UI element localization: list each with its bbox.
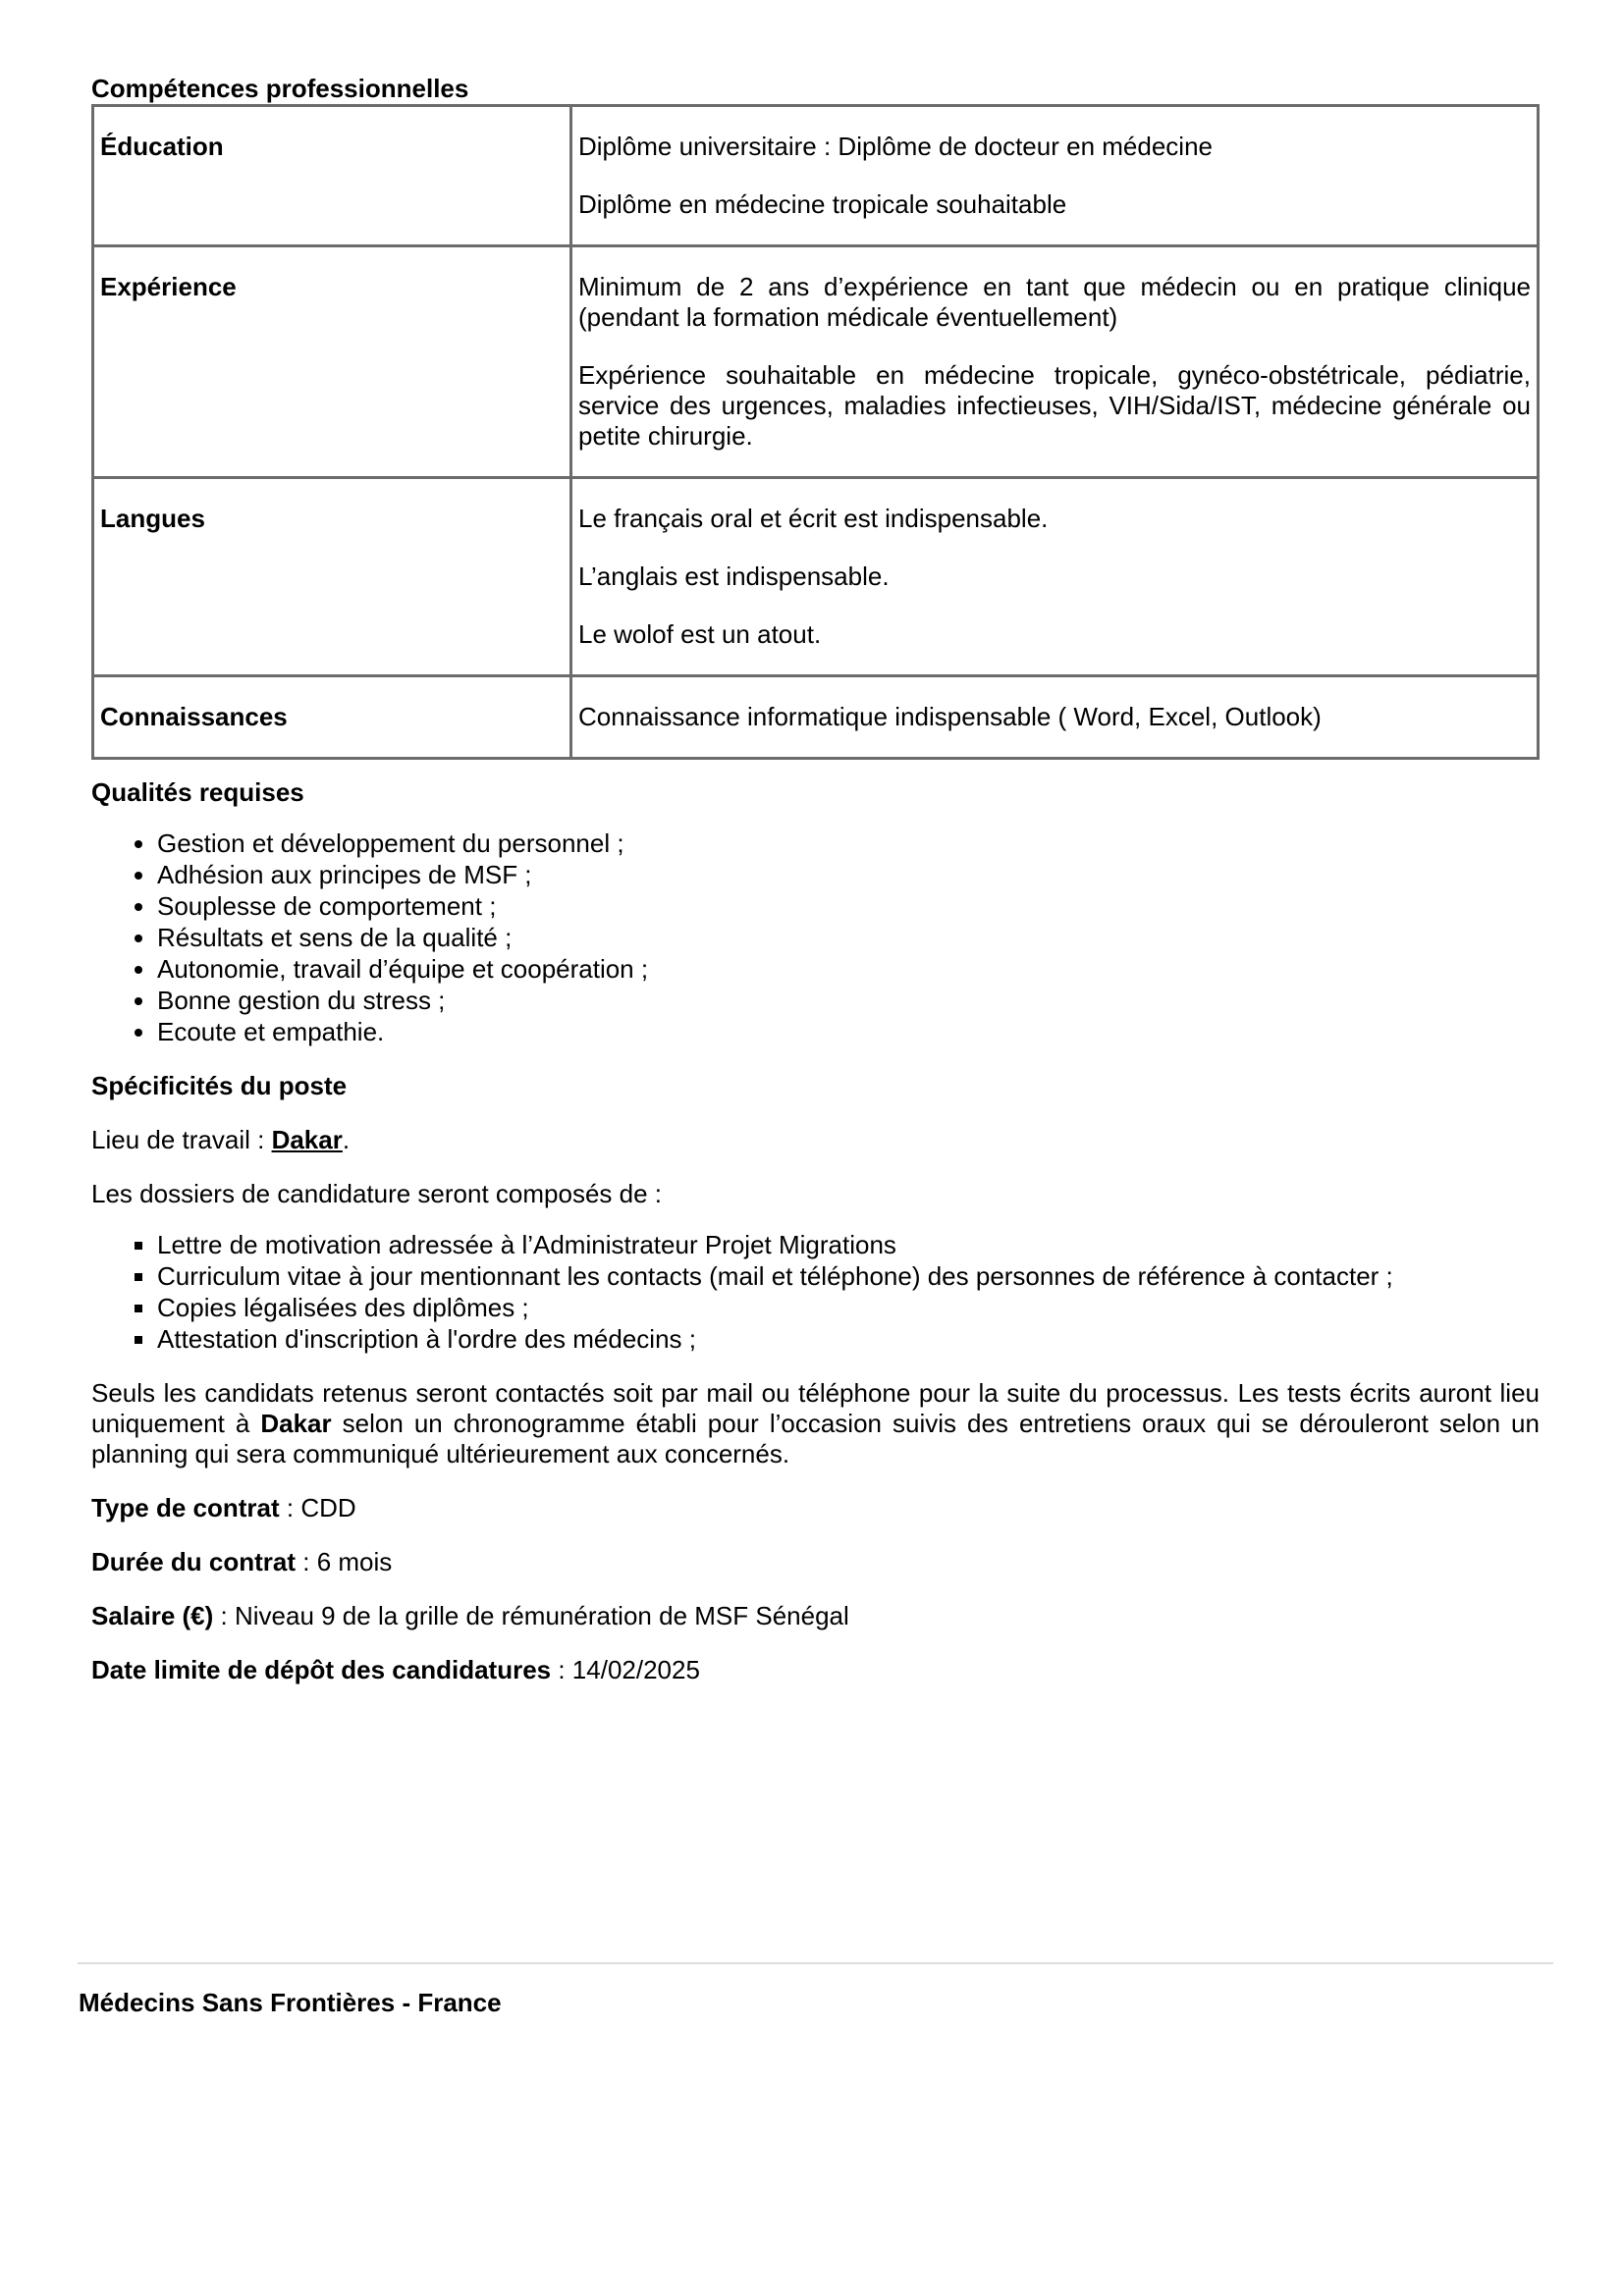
dossiers-list [91, 1229, 1540, 1355]
row-value [571, 246, 1539, 478]
table-row [93, 106, 1539, 246]
list-item: • Gestion et développement du personnel ; [157, 828, 1540, 859]
row-value-line: L’anglais est indispensable. [578, 561, 890, 591]
row-value-line: Diplôme en médecine tropicale souhaitable [578, 189, 1067, 219]
processus-text: selon un chronogramme établi pour l’occasion suivis des entretiens oraux qui se dérouleront selon un planning qui sera communiqué ultérieurement aux concernés. [91, 1409, 1540, 1468]
competences-heading: Compétences professionnelles [91, 74, 469, 103]
qualites-heading: Qualités requises [91, 777, 304, 807]
footer-divider [78, 1962, 1553, 1964]
list-item: ▪ Curriculum vitae à jour mentionnant les contacts (mail et téléphone) des personnes de référence à contacter ; [157, 1260, 1540, 1292]
dossiers-intro: Les dossiers de candidature seront composés de : [91, 1179, 663, 1208]
table-row [93, 246, 1539, 478]
contrat-duree-value: : 6 mois [296, 1547, 393, 1576]
processus-paragraph [91, 1378, 1540, 1469]
list-item: • Ecoute et empathie. [157, 1016, 1540, 1047]
footer-organization: Médecins Sans Frontières - France [79, 1988, 502, 2017]
lieu-label: Lieu de travail : [91, 1125, 272, 1154]
row-value-line: Le wolof est un atout. [578, 619, 822, 649]
row-value-line: Diplôme universitaire : Diplôme de docteur en médecine [578, 132, 1213, 161]
lieu-travail [91, 1125, 1540, 1155]
list-item: • Adhésion aux principes de MSF ; [157, 859, 1540, 890]
row-value-line: Expérience souhaitable en médecine tropicale, gynéco-obstétricale, pédiatrie, service des urgences, maladies infectieuses, VIH/Sida/IST, médecine générale ou petite chirurgie. [578, 360, 1531, 451]
list-item: ▪ Copies légalisées des diplômes ; [157, 1292, 1540, 1323]
row-value-line: Connaissance informatique indispensable ( Word, Excel, Outlook) [578, 702, 1322, 731]
row-value [571, 676, 1539, 759]
list-item: • Souplesse de comportement ; [157, 890, 1540, 922]
row-label: Expérience [93, 246, 571, 478]
salaire-label: Salaire (€) [91, 1601, 214, 1630]
row-value-line: Minimum de 2 ans d’expérience en tant que médecin ou en pratique clinique (pendant la formation médicale éventuellement) [578, 272, 1531, 332]
processus-text: Seuls les candidats retenus seront contactés soit par mail ou téléphone pour la suite du processus. Les tests écrits auront lieu uniquement à [91, 1378, 1540, 1438]
document-content [91, 74, 1540, 1685]
date-limite-value: : 14/02/2025 [551, 1655, 700, 1684]
lieu-suffix: . [342, 1125, 351, 1154]
competences-table [91, 104, 1540, 760]
row-value [571, 478, 1539, 676]
table-row [93, 478, 1539, 676]
contrat-type-label: Type de contrat [91, 1493, 280, 1522]
salaire-value: : Niveau 9 de la grille de rémunération de MSF Sénégal [213, 1601, 849, 1630]
lieu-link[interactable]: Dakar [271, 1125, 343, 1154]
contrat-duree [91, 1547, 1540, 1577]
date-limite [91, 1655, 1540, 1685]
row-value-line: Le français oral et écrit est indispensable. [578, 504, 1049, 533]
specificites-heading: Spécificités du poste [91, 1071, 348, 1100]
contrat-type [91, 1493, 1540, 1523]
list-item: • Bonne gestion du stress ; [157, 985, 1540, 1016]
contrat-type-value: : CDD [279, 1493, 356, 1522]
list-item: • Résultats et sens de la qualité ; [157, 922, 1540, 953]
processus-location: Dakar [260, 1409, 332, 1438]
list-item: ▪ Lettre de motivation adressée à l’Administrateur Projet Migrations [157, 1229, 1540, 1260]
row-label: Langues [93, 478, 571, 676]
list-item: • Autonomie, travail d’équipe et coopération ; [157, 953, 1540, 985]
contrat-duree-label: Durée du contrat [91, 1547, 297, 1576]
row-label: Connaissances [93, 676, 571, 759]
list-item: ▪ Attestation d'inscription à l'ordre des médecins ; [157, 1323, 1540, 1355]
row-value [571, 106, 1539, 246]
date-limite-label: Date limite de dépôt des candidatures [91, 1655, 552, 1684]
row-label: Éducation [93, 106, 571, 246]
salaire [91, 1601, 1540, 1631]
qualites-list [91, 828, 1540, 1047]
table-row [93, 676, 1539, 759]
